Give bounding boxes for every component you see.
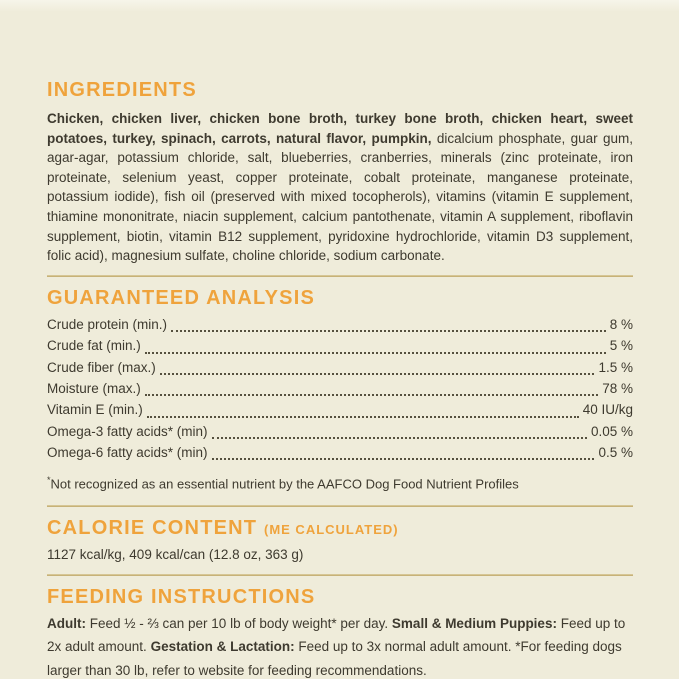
feeding-instructions-heading: FEEDING INSTRUCTIONS: [47, 585, 316, 608]
analysis-row-value: 1.5 %: [598, 359, 633, 375]
dot-leader: [212, 424, 587, 445]
analysis-row-value: 0.05 %: [590, 423, 633, 439]
dot-leader: [145, 381, 598, 402]
section-divider: [47, 275, 633, 277]
feeding-puppies-text: Feed up to 2x adult amount.: [47, 615, 626, 655]
calorie-values: 1127 kcal/kg, 409 kcal/can (12.8 oz, 363 g): [47, 546, 304, 562]
analysis-row: [47, 381, 633, 402]
feeding-adult-text: Feed ½ - ⅔ can per 10 lb of body weight* per day.: [85, 615, 392, 631]
feeding-gestation-text: Feed up to 3x normal adult amount. *For feeding dogs larger than 30 lb, refer to website for feeding recommendations.: [47, 639, 622, 678]
ingredients-paragraph: [47, 109, 633, 266]
footnote-text: Not recognized as an essential nutrient by the AAFCO Dog Food Nutrient Profiles: [50, 476, 519, 492]
dot-leader: [171, 317, 606, 338]
me-calculated-label: (ME CALCULATED): [263, 521, 399, 537]
dot-leader: [212, 445, 595, 466]
dot-leader: [160, 360, 595, 381]
analysis-row-label: Omega-6 fatty acids* (min): [47, 445, 208, 461]
analysis-row-label: Moisture (max.): [47, 380, 141, 396]
feeding-puppies-label: Small & Medium Puppies:: [391, 615, 557, 631]
calorie-content-heading: [47, 518, 633, 540]
analysis-row-value: 8 %: [609, 316, 633, 332]
analysis-row: [47, 360, 633, 381]
feeding-adult-label: Adult:: [47, 615, 86, 631]
ingredients-heading: INGREDIENTS: [47, 79, 197, 101]
analysis-row-label: Crude fiber (max.): [47, 359, 156, 375]
guaranteed-analysis-table: [47, 317, 633, 467]
ingredients-primary-list: Chicken, chicken liver, chicken bone broth, turkey bone broth, chicken heart, sweet potatoes, turkey, spinach, carrots, natural flavor, pumpkin,: [47, 111, 633, 146]
calorie-heading-text: CALORIE CONTENT: [47, 516, 258, 539]
analysis-row-value: 78 %: [602, 380, 633, 396]
analysis-row: [47, 402, 633, 423]
analysis-row-value: 0.5 %: [598, 445, 633, 461]
section-divider: [47, 574, 633, 576]
dot-leader: [147, 402, 579, 423]
aafco-footnote: [47, 475, 633, 491]
guaranteed-analysis-heading: GUARANTEED ANALYSIS: [47, 286, 316, 309]
analysis-row-label: Crude protein (min.): [47, 316, 168, 332]
ingredients-secondary-list: dicalcium phosphate, guar gum, agar-agar, potassium chloride, salt, blueberries, cranberries, minerals (zinc proteinate, iron proteinate, selenium yeast, copper proteinate, cobalt proteinate, manganese proteinate, potassium iodide), fish oil (preserved with mixed tocopherols), vitamins (vitamin E supplement, thiamine mononitrate, niacin supplement, calcium pantothenate, vitamin A supplement, riboflavin supplement, biotin, vitamin B12 supplement, pyridoxine hydrochloride, vitamin D3 supplement, folic acid), magnesium sulfate, choline chloride, sodium carbonate.: [47, 130, 633, 264]
dot-leader: [145, 338, 606, 359]
analysis-row-label: Omega-3 fatty acids* (min): [47, 423, 208, 439]
analysis-row: [47, 445, 633, 466]
analysis-row: [47, 317, 633, 338]
analysis-row-label: Crude fat (min.): [47, 338, 141, 354]
analysis-row: [47, 338, 633, 359]
analysis-row-value: 40 IU/kg: [582, 402, 633, 418]
analysis-row-label: Vitamin E (min.): [47, 402, 143, 418]
section-divider: [47, 505, 633, 507]
analysis-row: [47, 424, 633, 445]
footnote-asterisk: *: [47, 475, 51, 486]
feeding-gestation-label: Gestation & Lactation:: [150, 639, 295, 655]
feeding-instructions-paragraph: [47, 612, 633, 679]
analysis-row-value: 5 %: [609, 338, 633, 354]
